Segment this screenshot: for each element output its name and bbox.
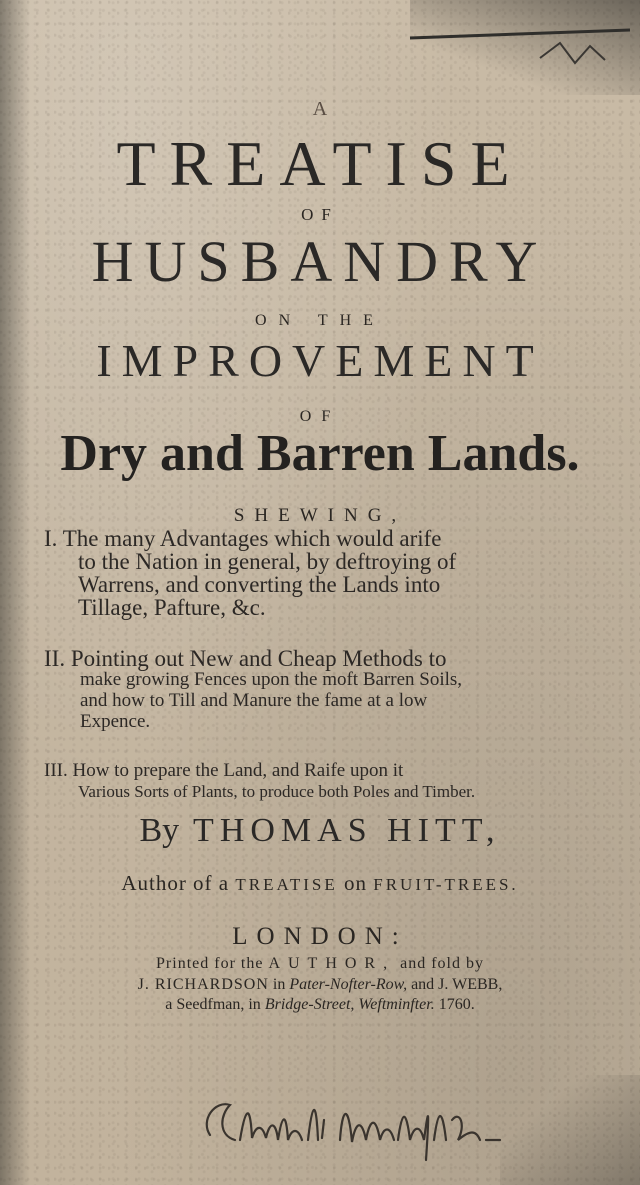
item-2-line-4: Expence.	[80, 711, 151, 732]
imprint-booksellers	[0, 976, 640, 994]
imprint-street-2: Bridge-Street, Weftminfter.	[264, 996, 435, 1013]
item-3-line-1: III. How to prepare the Land, and Raife upon it	[44, 760, 404, 781]
printed-author: AUTHOR,	[268, 955, 396, 972]
author-of-prefix: Author of a	[121, 871, 230, 895]
title-treatise: TREATISE	[116, 128, 524, 199]
worn-corner-bottom-right	[500, 1075, 640, 1185]
item-1-line-3: Warrens, and converting the Lands into	[78, 572, 441, 597]
imprint-seedsman	[0, 996, 640, 1014]
handwritten-signature	[190, 1080, 520, 1170]
imprint-street-1: Pater-Nofter-Row,	[289, 976, 408, 993]
item-2-line-2: make growing Fences upon the moft Barren Soils,	[80, 669, 463, 690]
imprint-printed-for	[0, 955, 640, 973]
item-2-line-1: II. Pointing out New and Cheap Methods to	[44, 646, 447, 671]
printed-for-text: Printed for the	[156, 955, 264, 972]
seedsman-text: a Seedfman, in	[165, 996, 261, 1013]
title-of-2: OF	[299, 408, 341, 425]
author-byline	[0, 812, 640, 850]
title-on-the: ON THE	[255, 312, 385, 329]
item-1-line-2: to the Nation in general, by deftroying of	[78, 549, 457, 574]
item-1-line-1: I. The many Advantages which would arife	[44, 526, 442, 551]
bookseller-webb: and J. WEBB,	[411, 976, 503, 993]
contents-item-1	[44, 527, 604, 619]
title-husbandry: HUSBANDRY	[91, 229, 549, 294]
item-2-line-3: and how to Till and Manure the fame at a low	[80, 690, 428, 711]
imprint-in: in	[272, 976, 286, 993]
title-improvement: IMPROVEMENT	[96, 335, 544, 386]
author-name: THOMAS HITT,	[193, 812, 501, 849]
sold-by-text: and fold by	[400, 955, 484, 972]
author-of-treatise: TREATISE	[235, 875, 338, 894]
title-dry-and-barren-lands: Dry and Barren Lands.	[60, 425, 580, 482]
author-credentials	[0, 871, 640, 896]
bookseller-richardson: J. RICHARDSON	[137, 976, 269, 993]
title-article: A	[312, 98, 328, 120]
contents-item-3	[44, 760, 604, 802]
item-3-line-2: Various Sorts of Plants, to produce both Poles and Timber.	[78, 782, 476, 801]
item-1-line-4: Tillage, Pafture, &c.	[78, 595, 266, 620]
imprint-year: 1760.	[438, 996, 475, 1013]
top-edge-ink-mark	[390, 18, 640, 78]
byline-by: By	[139, 812, 180, 849]
imprint-city: LONDON:	[232, 923, 408, 950]
title-of-1: OF	[301, 205, 339, 224]
author-of-subject: FRUIT-TREES.	[373, 875, 519, 894]
contents-item-2	[44, 648, 604, 732]
shewing-heading: SHEWING,	[233, 505, 407, 526]
author-of-on: on	[344, 871, 368, 895]
